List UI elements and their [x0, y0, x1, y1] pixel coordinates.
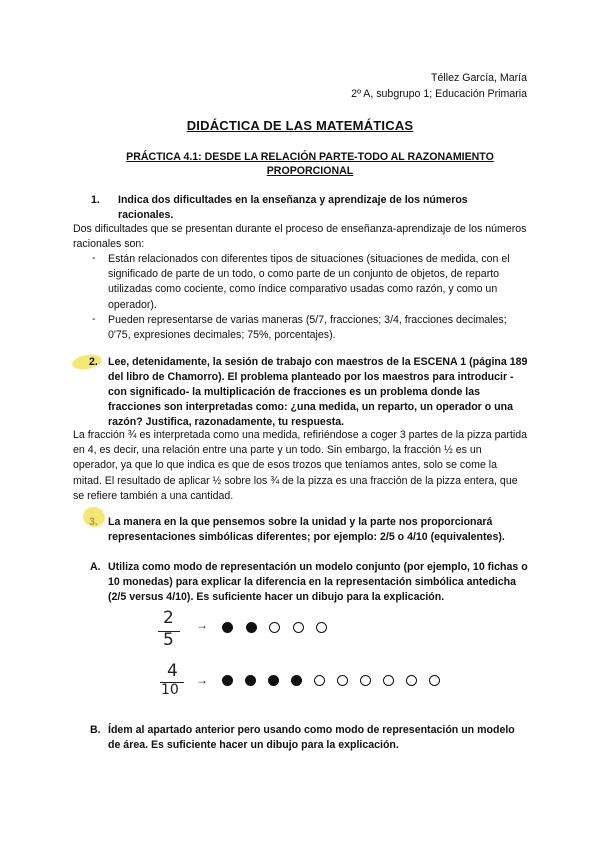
arrow-icon: →: [196, 618, 208, 632]
filled-counter: [291, 675, 302, 686]
fraction-1-numerator: 2: [163, 608, 174, 628]
question-1-text: Indica dos dificultades en la enseñanza y aprendizaje de los números racionales.: [118, 194, 468, 221]
fraction-2-denominator: 10: [161, 682, 179, 698]
question-2: [89, 355, 530, 430]
empty-counter: [383, 675, 394, 686]
arrow-icon: →: [196, 673, 208, 687]
empty-counter: [360, 675, 371, 686]
answer-1-intro: Dos dificultades que se presentan durante el proceso de enseñanza-aprendizaje de los números racionales son:: [73, 223, 527, 251]
empty-counter: [293, 622, 304, 633]
question-3b: [90, 723, 530, 753]
question-2-number: 2.: [89, 356, 98, 368]
question-3a: [90, 560, 530, 605]
answer-1-bullet-1: Están relacionados con diferentes tipos de situaciones (situaciones de medida, con el significado de parte de un todo, o como parte de un conjunto de objetos, de reparto utilizadas como cociente, como índice comparativo usadas como razón, y como un operador).: [108, 253, 510, 311]
bullet-dash-1: -: [92, 252, 96, 264]
practice-subtitle: PRÁCTICA 4.1: DESDE LA RELACIÓN PARTE-TODO AL RAZONAMIENTO PROPORCIONAL: [126, 151, 494, 177]
empty-counter: [337, 675, 348, 686]
question-2-text: Lee, detenidamente, la sesión de trabajo con maestros de la ESCENA 1 (página 189 del libro de Chamorro). El problema planteado por los maestros para introducir -con significado- la multiplicación de fracciones es un problema donde las fracciones son interpretadas como: ¿una medida, un reparto, un operador o una razón? Justifica, razonadamente, tu respuesta.: [108, 356, 528, 428]
empty-counter: [314, 675, 325, 686]
question-1: [91, 193, 518, 223]
filled-counter: [245, 675, 256, 686]
question-1-number: 1.: [91, 194, 100, 206]
filled-counter: [222, 675, 233, 686]
bullet-dash-2: -: [92, 313, 96, 325]
empty-counter: [429, 675, 440, 686]
highlight-mark-2: [71, 353, 103, 372]
empty-counter: [406, 675, 417, 686]
filled-counter: [246, 622, 257, 633]
answer-1-bullet-2: Pueden representarse de varias maneras (5/7, fracciones; 3/4, fracciones decimales; 0'75, expresiones decimales; 75%, porcentajes).: [108, 314, 507, 342]
question-3: [89, 515, 530, 545]
question-3-text: La manera en la que pensemos sobre la unidad y la parte nos proporcionará representaciones simbólicas diferentes; por ejemplo: 2/5 o 4/10 (equivalentes).: [108, 516, 505, 543]
question-3-number: 3.: [89, 516, 98, 528]
question-3b-text: Ídem al apartado anterior pero usando como modo de representación un modelo de área. Es suficiente hacer un dibujo para la explicación.: [108, 724, 515, 751]
empty-counter: [316, 622, 327, 633]
author-name: Téllez García, María: [431, 72, 527, 84]
header: [351, 70, 527, 102]
question-3b-label: B.: [90, 724, 101, 736]
question-3a-text: Utiliza como modo de representación un modelo conjunto (por ejemplo, 10 fichas o 10 monedas) para explicar la diferencia en la representación simbólica antedicha (2/5 versus 4/10). Es suficiente hacer un dibujo para la explicación.: [108, 561, 528, 603]
fraction-1-denominator: 5: [163, 630, 174, 650]
question-3a-label: A.: [90, 561, 101, 573]
filled-counter: [268, 675, 279, 686]
course-info: 2º A, subgrupo 1; Educación Primaria: [351, 88, 527, 100]
page-title: DIDÁCTICA DE LAS MATEMÁTICAS: [186, 118, 414, 133]
empty-counter: [269, 622, 280, 633]
fraction-2-numerator: 4: [167, 661, 178, 681]
answer-2: La fracción ¾ es interpretada como una medida, refiriéndose a coger 3 partes de la pizza partida en 4, es decir, una relación entre una parte y un todo. Sin embargo, la fracción ½ es un operador, ya que lo que indica es que de esos trozos que teníamos antes, solo se come la mitad. El resultado de aplicar ½ sobre los ¾ de la pizza es una fracción de la pizza entera, que se refiere también a una cantidad.: [73, 429, 528, 502]
filled-counter: [222, 622, 233, 633]
